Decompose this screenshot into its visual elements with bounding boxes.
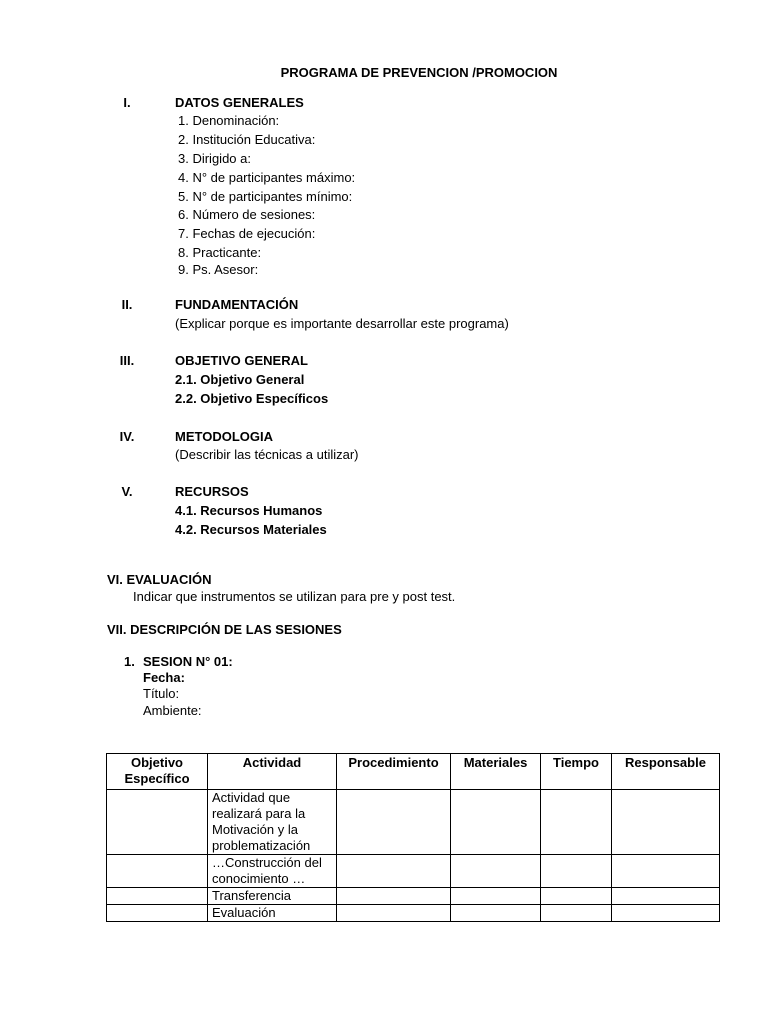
table-cell: [612, 905, 720, 922]
column-header: Objetivo Específico: [107, 754, 208, 790]
document-title: PROGRAMA DE PREVENCION /PROMOCION: [280, 65, 558, 80]
table-cell: Actividad que realizará para la Motivación y la problematización: [208, 790, 337, 855]
table-cell: [612, 790, 720, 855]
section-3-heading: OBJETIVO GENERAL: [175, 353, 308, 368]
table-cell: [541, 855, 612, 888]
table-cell: [337, 888, 451, 905]
table-cell: Evaluación: [208, 905, 337, 922]
table-cell: [612, 888, 720, 905]
general-data-item: 4. N° de participantes máximo:: [178, 170, 356, 185]
table-cell: [612, 855, 720, 888]
section-5-number: V.: [121, 484, 133, 499]
table-cell: [107, 790, 208, 855]
section-4-heading: METODOLOGIA: [175, 429, 273, 444]
table-cell: [451, 888, 541, 905]
table-row: [107, 855, 720, 888]
section-2-note: (Explicar porque es importante desarrollar este programa): [175, 316, 509, 331]
table-row: [107, 790, 720, 855]
table-cell: [107, 888, 208, 905]
table-cell: [107, 905, 208, 922]
general-data-item: 8. Practicante:: [178, 245, 262, 260]
section-5-heading: RECURSOS: [175, 484, 249, 499]
general-data-item: 9. Ps. Asesor:: [178, 262, 259, 277]
general-data-item: 5. N° de participantes mínimo:: [178, 189, 353, 204]
section-5-subitem: 4.2. Recursos Materiales: [175, 522, 327, 537]
table-cell: [451, 855, 541, 888]
table-cell: [541, 905, 612, 922]
table-cell: [541, 790, 612, 855]
session-number: 1.: [124, 654, 135, 669]
section-6-heading: VI. EVALUACIÓN: [107, 572, 212, 587]
table-row: [107, 888, 720, 905]
table-row: [107, 905, 720, 922]
general-data-item: 1. Denominación:: [178, 113, 280, 128]
table-cell: [451, 905, 541, 922]
section-1-number: I.: [123, 95, 131, 110]
section-7-heading: VII. DESCRIPCIÓN DE LAS SESIONES: [107, 622, 342, 637]
section-3-number: III.: [119, 353, 135, 368]
session-table: [106, 753, 720, 922]
section-4-note: (Describir las técnicas a utilizar): [175, 447, 359, 462]
table-cell: [541, 888, 612, 905]
table-cell: [337, 855, 451, 888]
section-6-note: Indicar que instrumentos se utilizan para pre y post test.: [133, 589, 456, 604]
table-cell: Transferencia: [208, 888, 337, 905]
column-header: Tiempo: [541, 754, 612, 790]
general-data-item: 3. Dirigido a:: [178, 151, 251, 166]
session-heading: SESION N° 01:: [143, 654, 233, 669]
table-cell: [337, 905, 451, 922]
table-cell: [451, 790, 541, 855]
column-header: Responsable: [612, 754, 720, 790]
section-2-heading: FUNDAMENTACIÓN: [175, 297, 299, 312]
session-date-label: Fecha:: [143, 670, 185, 685]
section-4-number: IV.: [119, 429, 135, 444]
column-header: Procedimiento: [337, 754, 451, 790]
section-2-number: II.: [121, 297, 133, 312]
section-3-subitem: 2.1. Objetivo General: [175, 372, 305, 387]
section-5-subitem: 4.1. Recursos Humanos: [175, 503, 323, 518]
general-data-item: 7. Fechas de ejecución:: [178, 226, 316, 241]
general-data-item: 6. Número de sesiones:: [178, 207, 316, 222]
general-data-item: 2. Institución Educativa:: [178, 132, 316, 147]
section-1-heading: DATOS GENERALES: [175, 95, 304, 110]
session-environment-label: Ambiente:: [143, 703, 202, 718]
table-cell: …Construcción del conocimiento …: [208, 855, 337, 888]
table-cell: [107, 855, 208, 888]
table-header-row: [107, 754, 720, 790]
session-title-label: Título:: [143, 686, 180, 701]
column-header: Materiales: [451, 754, 541, 790]
table-cell: [337, 790, 451, 855]
column-header: Actividad: [208, 754, 337, 790]
section-3-subitem: 2.2. Objetivo Específicos: [175, 391, 329, 406]
